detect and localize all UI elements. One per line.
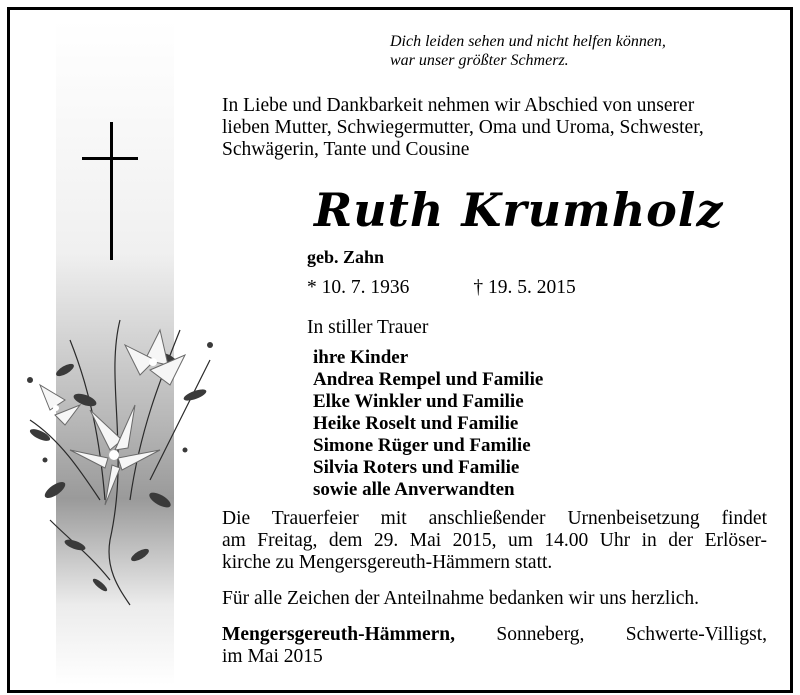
deceased-name: Ruth Krumholz [314,183,724,237]
obituary-frame [7,7,793,693]
intro-line: lieben Mutter, Schwiegermutter, Oma und Uroma, Schwester, [222,117,704,138]
motto-line: Dich leiden sehen und nicht helfen können, [390,33,666,50]
motto [390,32,760,70]
place-second: Sonneberg, [496,624,585,645]
ceremony-line: Die Trauerfeier mit anschließender Urnenbeisetzung findet [222,508,767,529]
mourner-item: ihre Kinder [313,347,409,368]
mourner-item: Silvia Roters und Familie [313,457,520,478]
birth-name: geb. Zahn [307,247,385,267]
mourners-list [313,347,543,501]
mourning-intro: In stiller Trauer [307,317,429,338]
intro-text [222,95,767,161]
motto-line: war unser größter Schmerz. [390,52,569,69]
life-dates [307,276,576,300]
cross-horizontal [82,157,138,160]
mourner-item: Elke Winkler und Familie [313,391,524,412]
lily-flowers-icon [10,300,230,610]
mourner-item: Heike Roselt und Familie [313,413,519,434]
mourner-item: Simone Rüger und Familie [313,435,531,456]
birth-date: * 10. 7. 1936 [307,277,410,298]
ceremony-text [222,508,767,574]
ceremony-line: am Freitag, dem 29. Mai 2015, um 14.00 Uhr in der Erlöser- [222,530,767,551]
intro-line: In Liebe und Dankbarkeit nehmen wir Abschied von unserer [222,95,695,116]
ceremony-line: kirche zu Mengersgereuth-Hämmern statt. [222,552,553,573]
thanks-text: Für alle Zeichen der Anteilnahme bedanken wir uns herzlich. [222,588,700,609]
intro-line: Schwägerin, Tante und Cousine [222,139,470,160]
places-date: im Mai 2015 [222,646,323,667]
places-row [222,624,767,646]
mourner-item: Andrea Rempel und Familie [313,369,544,390]
places-block [222,624,767,668]
place-third: Schwerte-Villigst, [625,624,767,645]
cross-vertical [110,122,113,260]
death-date: † 19. 5. 2015 [473,277,576,298]
mourner-item: sowie alle Anverwandten [313,479,515,500]
place-main: Mengersgereuth-Hämmern, [222,624,456,645]
